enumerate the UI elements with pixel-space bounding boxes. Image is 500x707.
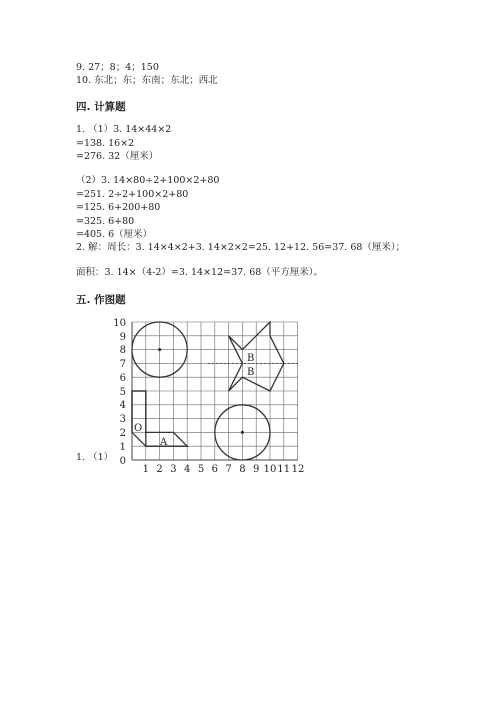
- y-tick-label: 6: [119, 373, 126, 384]
- y-tick-label: 4: [119, 400, 126, 411]
- label-b-bottom: B: [247, 367, 255, 378]
- x-tick-label: 9: [253, 464, 260, 475]
- y-tick-label: 7: [119, 359, 126, 370]
- answer-line-10: 10. 东北；东；东南；东北；西北: [76, 75, 218, 86]
- y-tick-label: 1: [119, 442, 126, 453]
- x-tick-label: 12: [291, 464, 305, 475]
- section-5-heading: 五. 作图题: [76, 294, 126, 306]
- y-tick-label: 2: [119, 428, 126, 439]
- y-tick-label: 5: [119, 387, 126, 398]
- x-tick-label: 4: [184, 464, 191, 475]
- y-tick-label: 0: [119, 456, 126, 467]
- x-tick-label: 3: [170, 464, 177, 475]
- circle-center-dot: [241, 431, 244, 434]
- y-tick-label: 9: [119, 332, 126, 343]
- y-tick-label: 3: [119, 414, 126, 425]
- label-o: O: [134, 423, 143, 434]
- calc-line: =276. 32（厘米）: [76, 151, 159, 162]
- calc-line: =405. 6（厘米）: [76, 229, 153, 240]
- circle-center-dot: [158, 348, 161, 351]
- x-tick-label: 7: [225, 464, 232, 475]
- calc-line: （2）3. 14×80÷2+100×2+80: [76, 175, 220, 186]
- calc-line: 1. （1）3. 14×44×2: [76, 124, 172, 135]
- drawing-item-label: 1. （1）: [76, 452, 114, 463]
- answer-line-9: 9. 27；8；4；150: [76, 62, 159, 73]
- x-tick-label: 5: [197, 464, 205, 475]
- section-4-heading: 四. 计算题: [76, 101, 126, 113]
- y-tick-label: 8: [119, 345, 126, 356]
- coordinate-grid-figure: [112, 314, 312, 479]
- x-tick-label: 2: [156, 464, 163, 475]
- calc-line: =125. 6+200+80: [76, 202, 161, 213]
- calc-line: =138. 16×2: [76, 138, 135, 149]
- label-a: A: [160, 437, 168, 448]
- x-tick-label: 6: [211, 464, 218, 475]
- calc-line: 2. 解：周长：3. 14×4×2+3. 14×2×2=25. 12+12. 56=37. 68（厘米）；: [76, 242, 406, 253]
- x-tick-label: 10: [263, 464, 277, 475]
- calc-line: =251. 2÷2+100×2+80: [76, 189, 189, 200]
- x-tick-label: 1: [142, 464, 149, 475]
- label-b-top: B: [247, 353, 255, 364]
- x-tick-label: 8: [239, 464, 246, 475]
- y-tick-label: 10: [113, 318, 126, 329]
- calc-line: =325. 6+80: [76, 216, 135, 227]
- x-tick-label: 11: [277, 464, 291, 475]
- calc-line: 面积：3. 14×（4-2）=3. 14×12=37. 68（平方厘米）。: [76, 267, 324, 278]
